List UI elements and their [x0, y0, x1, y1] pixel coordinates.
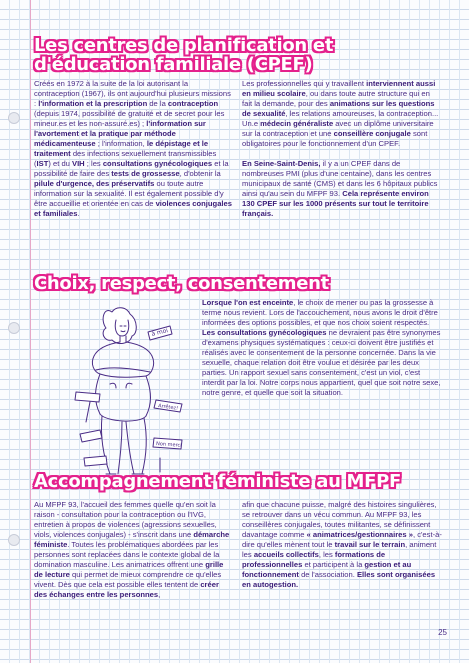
bold-text-segment: accueils collectifs [253, 550, 319, 559]
consent-paragraph [202, 298, 442, 398]
bold-text-segment: travail sur le terrain [334, 540, 406, 549]
section-title-cpef: Les centres de planification et d'éducation familiale (CPEF) [34, 35, 334, 75]
bold-text-segment: démarche féministe [34, 530, 230, 549]
text-segment: Les professionnelles qui y travaillent [242, 79, 367, 88]
section-title-feminist-support: Accompagnement féministe au MFPF [34, 471, 402, 492]
bold-text-segment: l'information et la prescription [38, 99, 148, 108]
text-segment: de l'association. [298, 570, 357, 579]
bold-text-segment: grille de lecture [34, 560, 224, 579]
consent-text-column [202, 298, 442, 398]
text-segment: , le choix de mener ou pas la grossesse à terme nous revient. Lors de l'accouchement, nous avons le droit d'être informées des options possibles, et que nos choix soient respectés. [202, 298, 438, 327]
sign-label-a-moi: à moi [150, 327, 169, 338]
bold-text-segment: Les consultations gynécologiques [202, 328, 327, 337]
text-segment: ; l'information, [95, 139, 147, 148]
text-segment: , c'est-à-dire qu'elles mènent tout le [242, 530, 442, 549]
text-segment: avec un diplôme universitaire sur la contraception et une [242, 119, 434, 138]
sign-label-non-merci: Non merci [155, 441, 182, 449]
bold-text-segment: VIH [72, 159, 85, 168]
cpef-left-column [34, 79, 234, 219]
bold-text-segment: le dépistage et le traitement [34, 139, 209, 158]
text-segment: ne devraient pas être synonymes d'examens physiques systématiques : ceux-ci doivent être justifiés et réalisés avec le consentement de la personne concernée. Dans la vie sexuelle, chaque relation doit être voulue et désirée par les deux parties. Un rapport sexuel sans consentement, c'est un viol, c'est interdit par la loi. Notre corps nous appartient, quel que soit notre sexe, notre genre, et quelle que soit la situation. [202, 328, 441, 397]
bold-text-segment: En Seine-Saint-Denis, [242, 159, 321, 168]
bold-text-segment: interviennent aussi en milieu scolaire [242, 79, 436, 98]
text-segment: , d'obtenir la [179, 169, 221, 178]
binder-hole [8, 534, 20, 546]
bold-text-segment: l'information sur l'avortement et la pratique par méthode médicamenteuse [34, 119, 206, 148]
cpef-missions-paragraph [34, 79, 234, 219]
text-segment: il y a un CPEF dans de nombreuses PMI (plus d'une centaine), dans les centres municipaux de santé (CMS) et dans les 6 hôpitaux publics ainsi qu'au sein du MFPF 93. [242, 159, 438, 198]
cpef-seine-saint-denis-paragraph [242, 159, 442, 219]
bold-text-segment: IST [36, 159, 49, 168]
text-segment: Créés en 1972 à la suite de la loi autorisant la contraception (1967), ils ont aujourd'hui plusieurs missions : [34, 79, 231, 108]
text-segment: ou toute autre information sur la sexualité. Il est également possible d'y être accueillie et orientée en cas de [34, 179, 224, 208]
text-segment: . [77, 209, 80, 218]
bold-text-segment: « animatrices/gestionnaires » [306, 530, 413, 539]
bold-text-segment: médecin généraliste [260, 119, 334, 128]
bold-text-segment: violences conjugales et familiales [34, 199, 232, 218]
bold-text-segment: conseillère conjugale [333, 129, 411, 138]
page-number: 25 [438, 628, 447, 637]
bold-text-segment: gestion et au fonctionnement [242, 560, 412, 579]
section-title-consent: Choix, respect, consentement [34, 273, 329, 294]
text-segment: qui permet de mieux comprendre ce qu'elles vivent. Dès que cela est possible elles tentent de [34, 570, 222, 589]
cpef-right-column [242, 79, 442, 219]
text-segment: , ou dans toute autre structure qui en fait la demande, pour des [242, 89, 430, 108]
text-segment: , les relations amoureuses, la contraception... Un.e [242, 109, 439, 128]
text-segment: et participent à la [302, 560, 365, 569]
binder-hole [8, 322, 20, 334]
bold-text-segment: créer des échanges entre les personnes [34, 580, 219, 599]
text-segment: . Toutes les problématiques abordées par les personnes sont replacées dans le contexte global de la domination masculine. Les animatrices offrent une [34, 540, 220, 569]
bold-text-segment: Lorsque l'on est enceinte [202, 298, 294, 307]
feminist-approach-paragraph [34, 500, 234, 600]
cpef-professionals-paragraph [242, 79, 442, 149]
text-segment: des infections sexuellement transmissibles ( [34, 149, 217, 168]
bold-text-segment: consultations gynécologiques [102, 159, 213, 168]
bold-text-segment: animations sur les questions de sexualité [242, 99, 435, 118]
text-segment: sont obligatoires pour le fonctionnement d'un CPEF. [242, 129, 428, 148]
text-segment: , animent les [242, 540, 437, 559]
bold-text-segment: Cela représente environ 130 CPEF sur les 1000 présents sur tout le territoire français. [242, 189, 429, 218]
text-segment: et la possibilité de faire des [34, 159, 229, 178]
bold-text-segment: Elles sont organisées en autogestion. [242, 570, 436, 589]
bold-text-segment: contraception [167, 99, 219, 108]
sign-label-arretez: Arrêtez! [157, 403, 179, 412]
bold-text-segment: pilule d'urgence, des préservatifs [34, 179, 155, 188]
text-segment: (depuis 1974, possibilité de gratuité et de secret pour les mineur.es et les non-assuré.es) ; [34, 109, 225, 128]
text-segment: ; les [84, 159, 103, 168]
text-segment: de la [147, 99, 168, 108]
woman-with-signs-illustration [60, 298, 200, 480]
text-segment: Au MFPF 93, l'accueil des femmes quelle qu'en soit la raison - consultation pour la contraception ou l'IVG, entretien à propos de violences (agressions sexuelles, viols, violences conjugales) - s'inscrit dans une [34, 500, 217, 539]
bold-text-segment: formations de professionnelles [242, 550, 386, 569]
feminist-left-column [34, 500, 234, 600]
bold-text-segment: tests de grossesse [111, 169, 180, 178]
counsellors-paragraph [242, 500, 442, 590]
feminist-right-column [242, 500, 442, 590]
text-segment: , [158, 590, 161, 599]
text-segment: ) et du [48, 159, 72, 168]
text-segment: , les [318, 550, 335, 559]
text-segment: afin que chacune puisse, malgré des histoires singulières, se retrouver dans un vécu commun. Au MFPF 93, les conseillères conjugales, toutes militantes, se définissent davantage comme [242, 500, 437, 539]
binder-hole [8, 112, 20, 124]
